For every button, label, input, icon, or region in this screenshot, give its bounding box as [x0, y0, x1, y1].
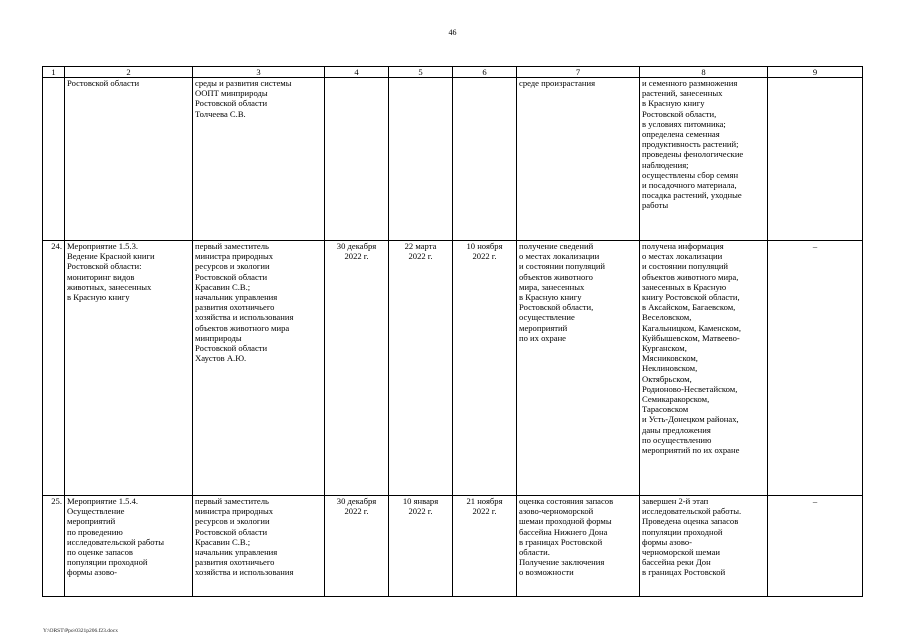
event-cell: Мероприятие 1.5.3. Ведение Красной книги Ростовской области: мониторинг видов животных, занесенных в Красную книгу [65, 241, 193, 496]
note-cell: – [768, 241, 863, 496]
column-number: 2 [65, 67, 193, 78]
event-cell: Мероприятие 1.5.4. Осуществление мероприятий по проведению исследовательской работы по оценке запасов популяции проходной формы азово- [65, 496, 193, 597]
column-number: 9 [768, 67, 863, 78]
column-number: 6 [453, 67, 517, 78]
actual-result-cell: получена информация о местах локализации и состоянии популяций объектов животного мира, занесенных в Красную книгу Ростовской области, в Аксайском, Багаевском, Веселовском, Кагальницком, Каменском, Куйбышевском, Матвеево- Курганском, Мясниковском, Неклиновском, Октябрьском, Родионово-Несветайском, Семикаракорском, Тарасовском и Усть-Донецком районах, даны предложения по осуществлению мероприятий по их охране [640, 241, 768, 496]
responsible-cell: среды и развития системы ООПТ минприроды Ростовской области Толчеева С.В. [193, 78, 325, 241]
column-number: 7 [517, 67, 640, 78]
file-path-footer: Y:\ORST\Ppo\0321p206.f23.docx [43, 628, 118, 634]
column-number: 4 [325, 67, 389, 78]
column-number-row [43, 67, 863, 78]
start-date-cell: 30 декабря 2022 г. [325, 241, 389, 496]
start-date-cell [325, 78, 389, 241]
responsible-cell: первый заместитель министра природных ресурсов и экологии Ростовской области Красавин С.В.; начальник управления развития охотничьего хозяйства и использования [193, 496, 325, 597]
plan-date-cell: 10 ноября 2022 г. [453, 241, 517, 496]
actual-result-cell: и семенного размножения растений, занесенных в Красную книгу Ростовской области, в условиях питомника; определена семенная продуктивность растений; проведены фенологические наблюдения; осуществлены сбор семян и посадочного материала, посадка растений, уходные работы [640, 78, 768, 241]
column-number: 1 [43, 67, 65, 78]
page-number: 46 [448, 28, 457, 37]
column-number: 5 [389, 67, 453, 78]
expected-result-cell: получение сведений о местах локализации и состоянии популяций объектов животного мира, занесенных в Красную книгу Ростовской области, осуществление мероприятий по их охране [517, 241, 640, 496]
row-number [43, 78, 65, 241]
expected-result-cell: среде произрастания [517, 78, 640, 241]
expected-result-cell: оценка состояния запасов азово-черноморской шемаи проходной формы бассейна Нижнего Дона в границах Ростовской области. Получение заключения о возможности [517, 496, 640, 597]
start-date-cell: 30 декабря 2022 г. [325, 496, 389, 597]
column-number: 8 [640, 67, 768, 78]
note-cell [768, 78, 863, 241]
end-date-cell [389, 78, 453, 241]
table-row [43, 496, 863, 597]
column-number: 3 [193, 67, 325, 78]
end-date-cell: 10 января 2022 г. [389, 496, 453, 597]
row-number: 25. [43, 496, 65, 597]
actual-result-cell: завершен 2-й этап исследовательской работы. Проведена оценка запасов популяции проходной формы азово- черноморской шемаи бассейна реки Дон в границах Ростовской [640, 496, 768, 597]
end-date-cell: 22 марта 2022 г. [389, 241, 453, 496]
table-row [43, 241, 863, 496]
responsible-cell: первый заместитель министра природных ресурсов и экологии Ростовской области Красавин С.В.; начальник управления развития охотничьего хозяйства и использования объектов животного мира минприроды Ростовской области Хаустов А.Ю. [193, 241, 325, 496]
event-cell: Ростовской области [65, 78, 193, 241]
row-number: 24. [43, 241, 65, 496]
plan-date-cell [453, 78, 517, 241]
report-table [42, 66, 863, 597]
note-cell: – [768, 496, 863, 597]
plan-date-cell: 21 ноября 2022 г. [453, 496, 517, 597]
table-row [43, 78, 863, 241]
